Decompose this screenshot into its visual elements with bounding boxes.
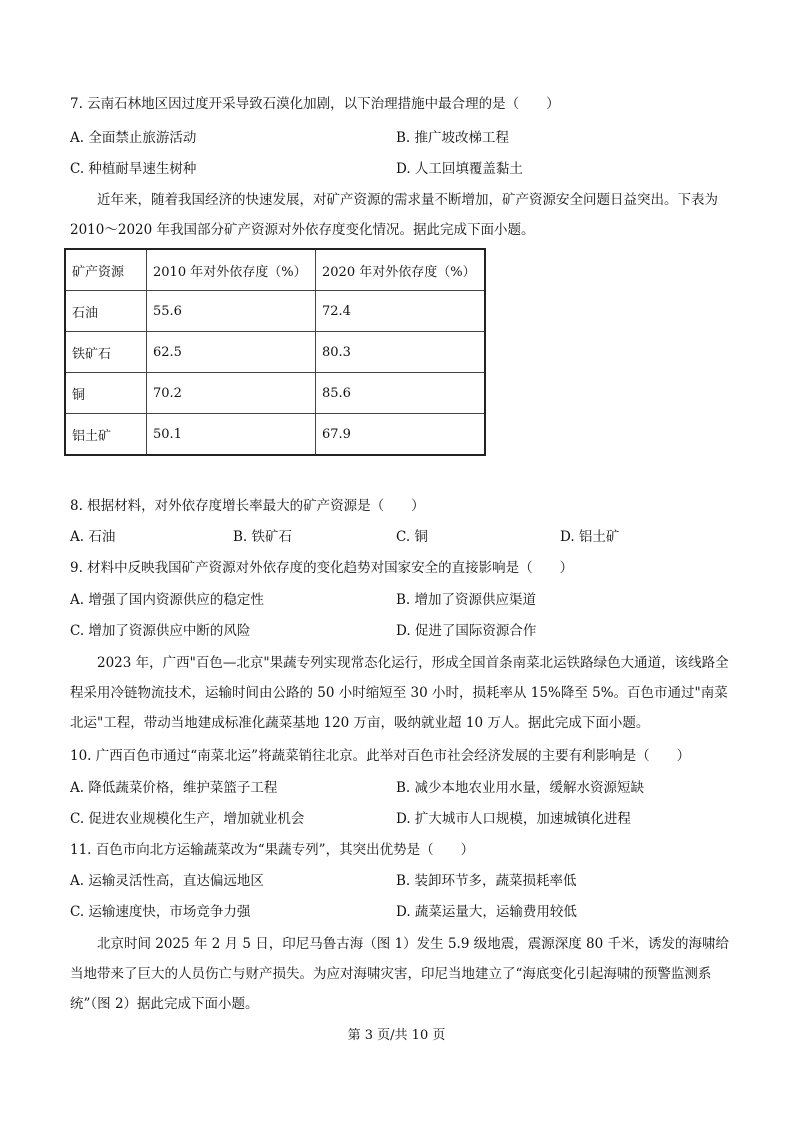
q7-option-d: D. 人工回填覆盖黏土 — [396, 161, 523, 177]
q10-option-c: C. 促进农业规模化生产，增加就业机会 — [70, 811, 305, 827]
q7-option-b: B. 推广坡改梯工程 — [396, 130, 510, 146]
table-cell: 铁矿石 — [65, 332, 147, 373]
q11-option-d: D. 蔬菜运量大，运输费用较低 — [396, 904, 577, 920]
q10-option-a: A. 降低蔬菜价格，维护菜篮子工程 — [70, 780, 278, 796]
q9-option-c: C. 增加了资源供应中断的风险 — [70, 623, 251, 639]
material-paragraph-2: 2023 年，广西"百色—北京"果蔬专列实现常态化运行，形成全国首条南菜北运铁路绿色大通道，该线路全程采用冷链物流技术，运输时间由公路的 50 小时缩短至 30 小时，损耗率从 15%降至 5%。百色市通过"南菜北运"工程，带动当地建成标准化蔬菜基地 120 万亩，吸纳就业超 10 万人。据此完成下面小题。 — [70, 655, 729, 731]
table-header-cell: 矿产资源 — [65, 249, 147, 291]
q7-option-a: A. 全面禁止旅游活动 — [70, 130, 197, 146]
q9-option-d: D. 促进了国际资源合作 — [396, 623, 537, 639]
q9-stem: 9. 材料中反映我国矿产资源对外依存度的变化趋势对国家安全的直接影响是（ ） — [70, 560, 574, 576]
q11-option-c: C. 运输速度快，市场竞争力强 — [70, 904, 251, 920]
table-cell: 50.1 — [147, 414, 316, 456]
table-header-cell: 2020 年对外依存度（%） — [316, 249, 486, 291]
mineral-dependency-table — [64, 248, 486, 456]
q11-stem: 11. 百色市向北方运输蔬菜改为“果蔬专列”，其突出优势是（ ） — [70, 842, 475, 858]
table-cell: 石油 — [65, 291, 147, 332]
page-number: 第 3 页/共 10 页 — [347, 1028, 446, 1043]
material-paragraph-1: 近年来，随着我国经济的快速发展，对矿产资源的需求量不断增加，矿产资源安全问题日益突出。下表为 2010～2020 年我国部分矿产资源对外依存度变化情况。据此完成下面小题。 — [70, 192, 718, 238]
table-row — [65, 373, 485, 414]
q8-option-b: B. 铁矿石 — [233, 529, 293, 545]
table-cell: 62.5 — [147, 332, 316, 373]
q8-option-a: A. 石油 — [70, 529, 116, 545]
table-row — [65, 332, 485, 373]
table-cell: 72.4 — [316, 291, 486, 332]
q8-option-c: C. 铜 — [396, 529, 428, 545]
table-cell: 铝土矿 — [65, 414, 147, 456]
table-cell: 70.2 — [147, 373, 316, 414]
q9-option-a: A. 增强了国内资源供应的稳定性 — [70, 592, 264, 608]
q10-stem: 10. 广西百色市通过“南菜北运”将蔬菜销往北京。此举对百色市社会经济发展的主要有利影响是（ ） — [70, 748, 691, 764]
table-row — [65, 291, 485, 332]
table-header-cell: 2010 年对外依存度（%） — [147, 249, 316, 291]
q8-stem: 8. 根据材料，对外依存度增长率最大的矿产资源是（ ） — [70, 498, 425, 514]
q7-stem: 7. 云南石林地区因过度开采导致石漠化加剧，以下治理措施中最合理的是（ ） — [70, 96, 560, 112]
table-cell: 55.6 — [147, 291, 316, 332]
q10-option-b: B. 减少本地农业用水量，缓解水资源短缺 — [396, 780, 645, 796]
table-header-row — [65, 249, 485, 291]
table-cell: 80.3 — [316, 332, 486, 373]
q10-option-d: D. 扩大城市人口规模，加速城镇化进程 — [396, 811, 631, 827]
material-paragraph-3: 北京时间 2025 年 2 月 5 日，印尼马鲁古海（图 1）发生 5.9 级地震，震源深度 80 千米，诱发的海啸给当地带来了巨大的人员伤亡与财产损失。为应对海啸灾害，印尼当地建立了“海底变化引起海啸的预警监测系统”（图 2）据此完成下面小题。 — [70, 936, 729, 1012]
q7-option-c: C. 种植耐旱速生树种 — [70, 161, 197, 177]
table-cell: 67.9 — [316, 414, 486, 456]
table-cell: 铜 — [65, 373, 147, 414]
q11-option-a: A. 运输灵活性高，直达偏远地区 — [70, 873, 264, 889]
table-cell: 85.6 — [316, 373, 486, 414]
q9-option-b: B. 增加了资源供应渠道 — [396, 592, 537, 608]
q8-option-d: D. 铝土矿 — [560, 529, 620, 545]
q11-option-b: B. 装卸环节多，蔬菜损耗率低 — [396, 873, 577, 889]
table-row — [65, 414, 485, 456]
